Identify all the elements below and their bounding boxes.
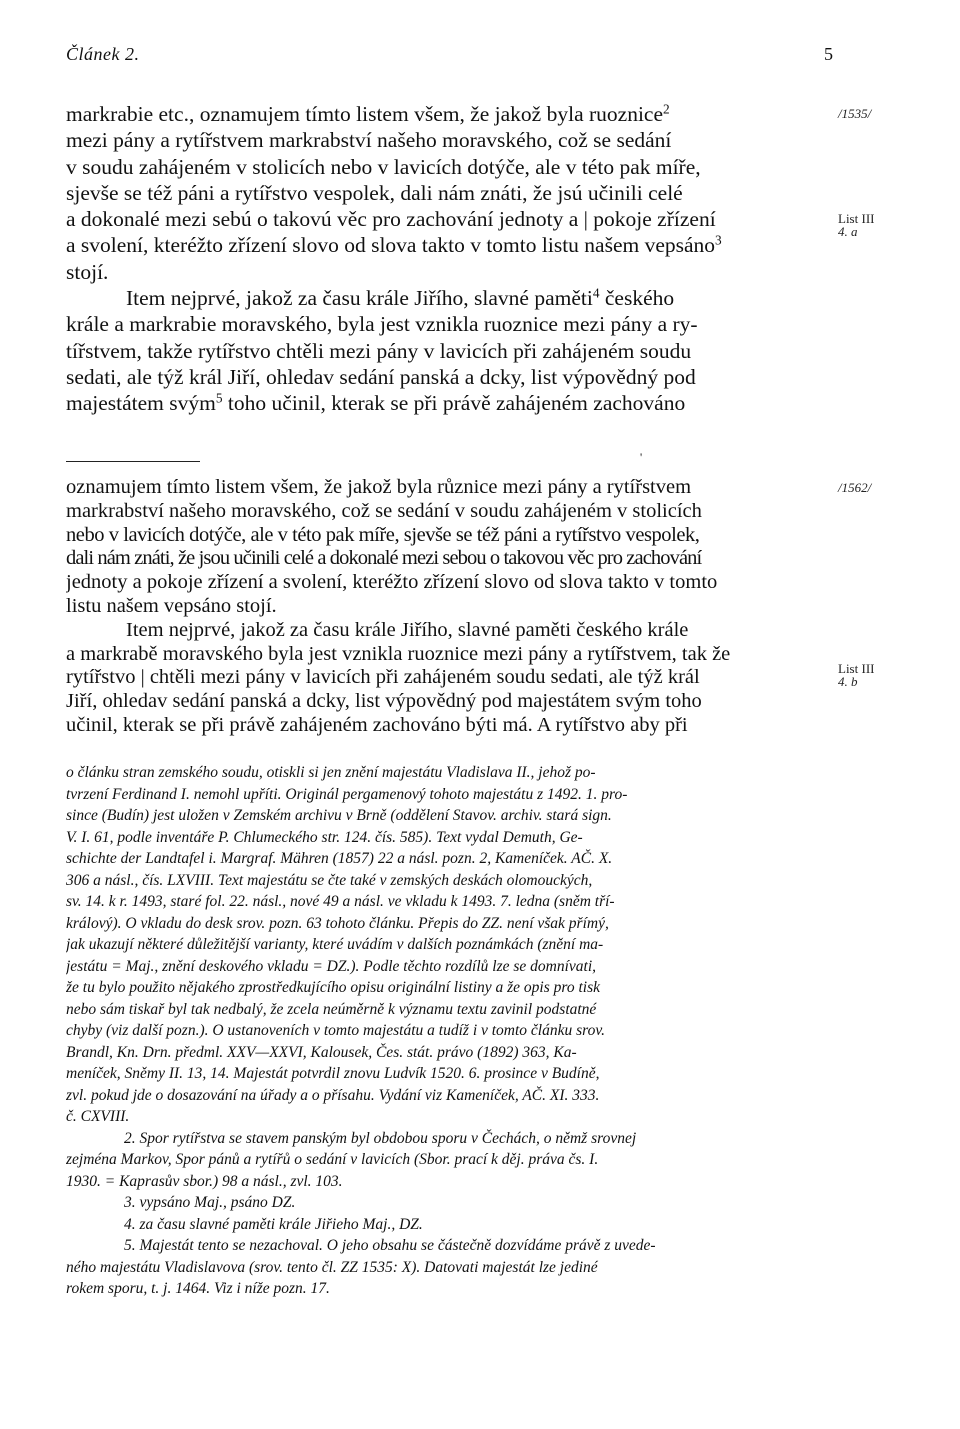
text-line: a svolení, kteréžto zřízení slovo od slova takto v tomto listu našem vepsáno$^3$ [66, 233, 722, 258]
text-line: tířstvem, takže rytířstvo chtěli mezi pány v lavicích při zahájeném soudu [66, 338, 692, 363]
margin-list-note: List III 4. b [838, 661, 875, 689]
text-line: markrabství našeho moravského, což se sedání v soudu zahájeném v stolicích [66, 499, 702, 522]
footnote-line: 306 a násl., čís. LXVIII. Text majestátu se čte také v zemských deskách olomouckých, [66, 871, 593, 889]
footnote-line: č. CXVIII. [66, 1108, 130, 1125]
text-line: oznamujem tímto listem všem, že jakož byla různice mezi pány a rytířstvem [66, 476, 692, 498]
text-line: majestátem svým$^5$ toho učinil, kterak se při právě zahájeném zachováno [66, 390, 686, 416]
footnote-line: ného majestátu Vladislavova (srov. tento čl. ZZ 1535: X). Datovati majestát lze jediné [66, 1258, 598, 1276]
footnote-line: jestátu = Maj., znění deskového vkladu = DZ.). Podle těchto rozdílů lze se domnívati, [66, 957, 597, 975]
footnote-line: zvl. pokud jde o dosazování na úřady a o přísahu. Vydání viz Kameníček, AČ. XI. 333. [66, 1086, 600, 1104]
margin-year-note: /1562/ [838, 480, 872, 495]
text-line: mezi pány a rytířstvem markrabství našeho moravského, což se sedání [66, 128, 672, 153]
footnote-line: jak ukazují některé důležitější varianty, které uvádím v dalších poznámkách (znění ma- [66, 936, 604, 953]
page-number: 5 [824, 44, 833, 64]
footnote-ref: 3 [715, 233, 722, 249]
text-line: a dokonalé mezi sebú o takovú věc pro zachování jednoty a | pokoje zřízení [66, 207, 716, 232]
footnote-line: Brandl, Kn. Drn. předml. XXV—XXVI, Kalousek, Čes. stát. právo (1892) 363, Ka- [66, 1043, 577, 1061]
text-line: učinil, kterak se při právě zahájeném zachováno býti má. A rytířstvo aby při [66, 713, 688, 736]
main-text-block-1 [66, 101, 834, 417]
text-line: nebo v lavicích dotýče, ale v této pak míře, sjevše se též páni a rytířstvo vespolek, [66, 523, 700, 546]
separator-rule [66, 461, 200, 462]
footnote-line: rokem sporu, t. j. 1464. Viz i níže pozn. 17. [66, 1280, 330, 1297]
margin-list-note: List III 4. a [838, 211, 875, 239]
margin-year-note: /1535/ [838, 106, 872, 121]
text-line: Item nejprvé, jakož za času krále Jiřího, slavné paměti českého krále [126, 618, 689, 641]
footnote-line: 1930. = Kaprasův sbor.) 98 a násl., zvl. 103. [66, 1172, 343, 1190]
footnotes [66, 762, 836, 1300]
footnote-line: zejména Markov, Spor pánů a rytířů o sedání v lavicích (Sbor. prací k děj. práva čs. I. [66, 1151, 599, 1168]
text-line: krále a markrabie moravského, byla jest vznikla ruoznice mezi pány a ry- [66, 312, 698, 337]
footnote-line: nebo sám tiskař byl tak nedbalý, že zcela neúměrně k významu textu zavinil podstatné [66, 1000, 597, 1018]
footnote-line: že tu bylo použito nějakého zprostředkujícího opisu originální listiny a že opis pro tisk [66, 979, 601, 996]
text-line: sjevše se též páni a rytířstvo vespolek, dali nám znáti, že jsú učinili celé [66, 180, 683, 205]
footnote-line: 5. Majestát tento se nezachoval. O jeho obsahu se částečně dozvídáme právě z uvede- [124, 1237, 656, 1254]
footnote-line: 2. Spor rytířstva se stavem panským byl obdobou sporu v Čechách, o němž srovnej [124, 1129, 637, 1147]
text-line: stojí. [66, 259, 109, 284]
footnote-line: 3. vypsáno Maj., psáno DZ. [124, 1194, 296, 1211]
footnote-line: králový). O vkladu do desk srov. pozn. 63 tohoto článku. Přepis do ZZ. není však přímý, [66, 914, 609, 932]
footnote-line: 4. za času slavné paměti krále Jiřieho Maj., DZ. [124, 1215, 423, 1233]
footnote-line: V. I. 61, podle inventáře P. Chlumeckého str. 124. čís. 585). Text vydal Demuth, Ge- [66, 828, 583, 846]
footnote-line: meníček, Sněmy II. 13, 14. Majestát potvrdil znovu Ludvík 1520. 6. prosince v Budíně, [66, 1065, 600, 1082]
text-line: Item nejprvé, jakož za času krále Jiřího, slavné paměti$^4$ českého [126, 285, 675, 311]
footnote-ref: 2 [663, 101, 670, 117]
text-line: a markrabě moravského byla jest vznikla ruoznice mezi pány a rytířstvem, tak že [66, 642, 731, 665]
footnote-line: tvrzení Ferdinand I. nemohl upříti. Originál pergamenový tohoto majestátu z 1492. 1. pro- [66, 785, 628, 803]
footnote-line: since (Budín) jest uložen v Zemském archivu v Brně (oddělení Stavov. archiv. stará sign. [66, 807, 612, 824]
main-text-block-2 [66, 476, 834, 738]
text-line: sedati, ale týž král Jiří, ohledav sedání panská a dcky, list výpovědný pod [66, 364, 696, 389]
text-line: dali nám znáti, že jsou učinili celé a dokonalé mezi sebou o takovou věc pro zachování [66, 547, 702, 570]
running-header-title: Článek 2. [66, 44, 140, 64]
text-line: jednoty a pokoje zřízení a svolení, kteréžto zřízení slovo od slova takto v tomto [66, 571, 718, 594]
footnote-line: sv. 14. k r. 1493, staré fol. 22. násl., nové 49 a násl. ve vkladu k 1493. 7. ledna (sněm tří- [66, 893, 615, 910]
footnote-ref: 4 [592, 285, 600, 301]
text-line: v soudu zahájeném v stolicích nebo v lavicích dotýče, ale v této pak míře, [66, 154, 701, 179]
footnote-line: schichte der Landtafel i. Margraf. Mähren (1857) 22 a násl. pozn. 2, Kameníček. AČ. X. [66, 850, 613, 867]
footnote-line: o článku stran zemského soudu, otiskli si jen znění majestátu Vladislava II., jehož po- [66, 764, 596, 781]
text-line: listu našem vepsáno stojí. [66, 594, 277, 617]
footnote-line: chyby (viz další pozn.). O ustanoveních v tomto majestátu a tudíž i v tomto článku srov. [66, 1022, 605, 1039]
text-line: markrabie etc., oznamujem tímto listem všem, že jakož byla ruoznice$^2$ [66, 101, 670, 126]
text-line: rytířstvo | chtěli mezi pány v lavicích při zahájeném soudu sedati, ale týž král [66, 666, 700, 689]
footnote-ref: 5 [215, 390, 223, 406]
stray-mark: ' [640, 450, 643, 464]
text-line: Jiří, ohledav sedání panská a dcky, list výpovědný pod majestátem svým toho [66, 690, 702, 713]
